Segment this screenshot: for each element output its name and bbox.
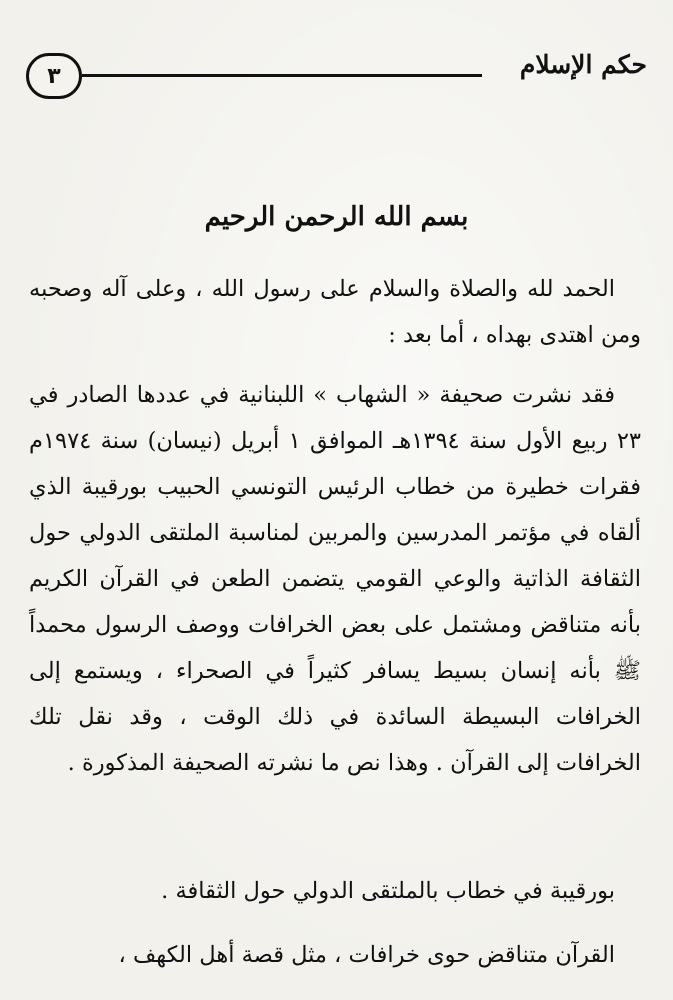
- quote-text: القرآن متناقض حوى خرافات ، مثل قصة أهل الكهف ،: [118, 942, 615, 968]
- page-number: ٣: [26, 53, 82, 99]
- intro-paragraph: [29, 266, 641, 358]
- running-header-title: حكم الإسلام: [519, 50, 647, 79]
- intro-text: الحمد لله والصلاة والسلام على رسول الله ، وعلى آله وصحبه ومن اهتدى بهداه ، أما بعد :: [29, 276, 641, 348]
- quote-paragraph: [29, 932, 641, 978]
- speech-heading-text: بورقيبة في خطاب بالملتقى الدولي حول الثقافة .: [161, 878, 615, 904]
- speech-heading-paragraph: [29, 868, 641, 914]
- main-paragraph: [29, 372, 641, 786]
- basmala-heading: بسم الله الرحمن الرحيم: [204, 202, 469, 232]
- header-rule-divider: [82, 74, 482, 77]
- main-text: فقد نشرت صحيفة « الشهاب » اللبنانية في عددها الصادر في ٢٣ ربيع الأول سنة ١٣٩٤هـ الموافق ١ أبريل (نيسان) سنة ١٩٧٤م فقرات خطيرة من خطاب الرئيس التونسي الحبيب بورقيبة الذي ألقاه في مؤتمر المدرسين والمربين لمناسبة الملتقى الدولي حول الثقافة الذاتية والوعي القومي يتضمن الطعن في القرآن الكريم بأنه متناقض ومشتمل على بعض الخرافات ووصف الرسول محمداً ﷺ بأنه إنسان بسيط يسافر كثيراً في الصحراء ، ويستمع إلى الخرافات البسيطة السائدة في ذلك الوقت ، وقد نقل تلك الخرافات إلى القرآن . وهذا نص ما نشرته الصحيفة المذكورة .: [29, 382, 641, 776]
